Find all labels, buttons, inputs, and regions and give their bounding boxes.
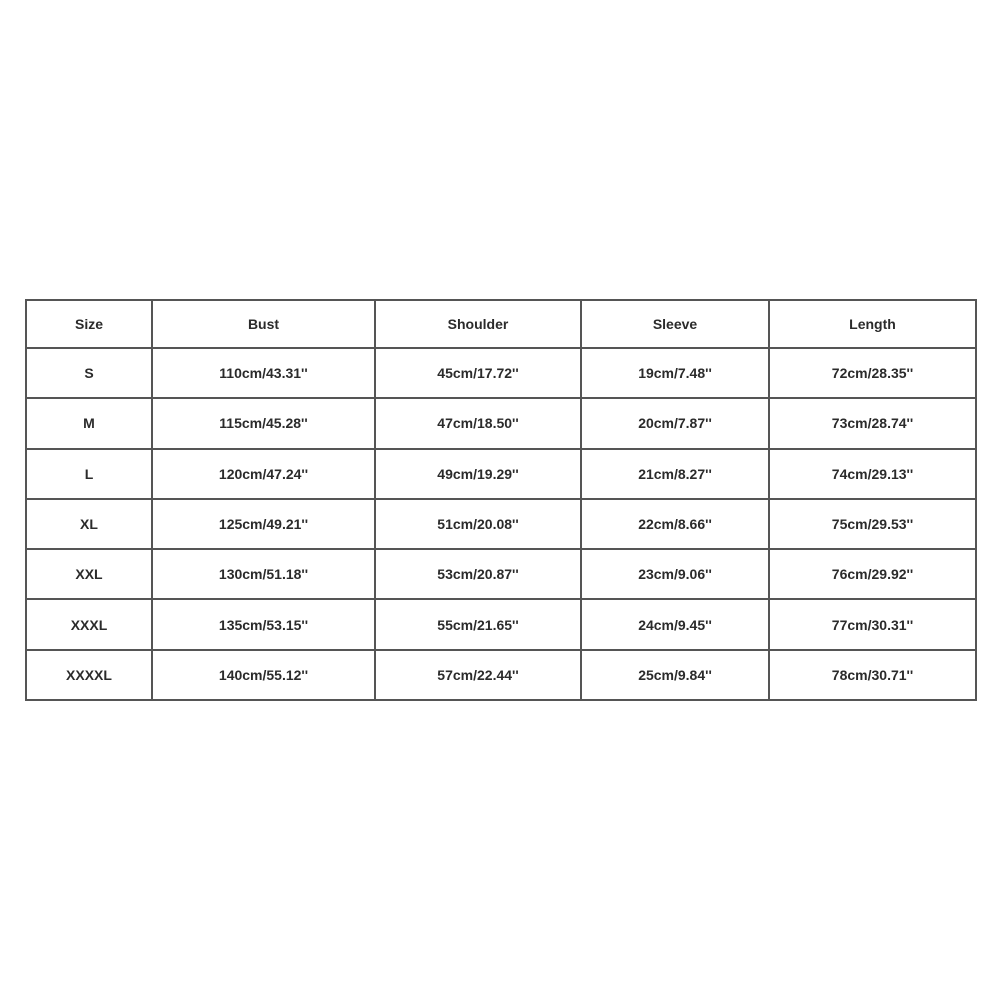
cell-length: 74cm/29.13'': [769, 449, 976, 499]
cell-length: 78cm/30.71'': [769, 650, 976, 700]
cell-size: XXL: [26, 549, 152, 599]
cell-sleeve: 19cm/7.48'': [581, 348, 769, 398]
cell-bust: 110cm/43.31'': [152, 348, 375, 398]
cell-sleeve: 21cm/8.27'': [581, 449, 769, 499]
table-row: [26, 599, 976, 649]
cell-bust: 130cm/51.18'': [152, 549, 375, 599]
cell-size: M: [26, 398, 152, 448]
header-bust: Bust: [152, 300, 375, 348]
cell-shoulder: 45cm/17.72'': [375, 348, 581, 398]
cell-shoulder: 47cm/18.50'': [375, 398, 581, 448]
cell-sleeve: 20cm/7.87'': [581, 398, 769, 448]
table-row: [26, 650, 976, 700]
cell-bust: 135cm/53.15'': [152, 599, 375, 649]
header-sleeve: Sleeve: [581, 300, 769, 348]
cell-length: 77cm/30.31'': [769, 599, 976, 649]
cell-sleeve: 22cm/8.66'': [581, 499, 769, 549]
cell-shoulder: 55cm/21.65'': [375, 599, 581, 649]
cell-sleeve: 23cm/9.06'': [581, 549, 769, 599]
cell-size: S: [26, 348, 152, 398]
size-chart-table: [25, 299, 977, 701]
cell-bust: 115cm/45.28'': [152, 398, 375, 448]
cell-length: 76cm/29.92'': [769, 549, 976, 599]
table-row: [26, 449, 976, 499]
cell-shoulder: 49cm/19.29'': [375, 449, 581, 499]
cell-length: 72cm/28.35'': [769, 348, 976, 398]
cell-length: 75cm/29.53'': [769, 499, 976, 549]
table-row: [26, 499, 976, 549]
cell-length: 73cm/28.74'': [769, 398, 976, 448]
cell-sleeve: 24cm/9.45'': [581, 599, 769, 649]
table-row: [26, 348, 976, 398]
cell-bust: 120cm/47.24'': [152, 449, 375, 499]
cell-shoulder: 51cm/20.08'': [375, 499, 581, 549]
header-shoulder: Shoulder: [375, 300, 581, 348]
header-length: Length: [769, 300, 976, 348]
cell-size: XXXXL: [26, 650, 152, 700]
cell-shoulder: 57cm/22.44'': [375, 650, 581, 700]
cell-bust: 125cm/49.21'': [152, 499, 375, 549]
cell-size: XL: [26, 499, 152, 549]
table-row: [26, 398, 976, 448]
cell-sleeve: 25cm/9.84'': [581, 650, 769, 700]
cell-size: L: [26, 449, 152, 499]
table-row: [26, 549, 976, 599]
cell-size: XXXL: [26, 599, 152, 649]
cell-shoulder: 53cm/20.87'': [375, 549, 581, 599]
header-row: [26, 300, 976, 348]
header-size: Size: [26, 300, 152, 348]
cell-bust: 140cm/55.12'': [152, 650, 375, 700]
